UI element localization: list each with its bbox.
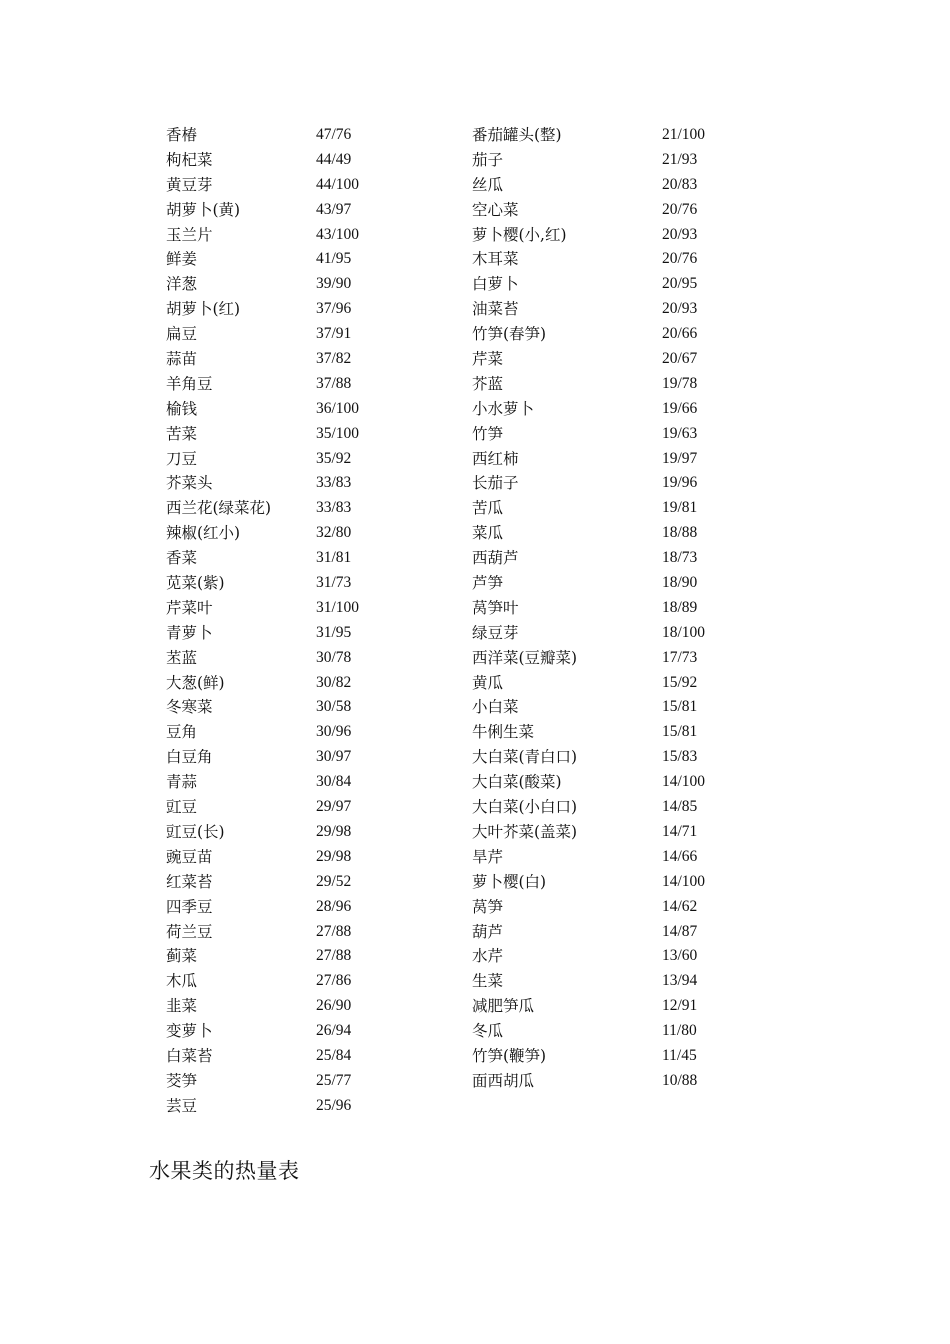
item-name: 枸杞菜: [166, 150, 213, 169]
item-value: 31/95: [316, 623, 352, 641]
item-value: 19/78: [662, 374, 698, 392]
item-name: 大葱(鲜): [166, 673, 225, 692]
item-value: 43/100: [316, 225, 360, 243]
list-item: [472, 397, 772, 422]
item-name: 苦菜: [166, 424, 198, 443]
list-item: [472, 870, 772, 895]
list-item: [472, 646, 772, 671]
item-name: 木耳菜: [472, 250, 519, 269]
item-name: 苋菜(紫): [166, 574, 225, 593]
list-item: [166, 546, 426, 571]
list-item: [472, 621, 772, 646]
item-name: 冬寒菜: [166, 698, 213, 717]
item-value: 44/100: [316, 175, 360, 193]
item-name: 茄子: [472, 150, 504, 169]
list-item: [472, 770, 772, 795]
item-value: 19/81: [662, 499, 698, 517]
item-value: 47/76: [316, 126, 352, 143]
item-name: 豆角: [166, 723, 198, 742]
item-name: 黄豆芽: [166, 175, 213, 194]
item-value: 30/97: [316, 748, 352, 766]
list-item: [472, 322, 772, 347]
item-value: 26/94: [316, 1022, 352, 1040]
item-value: 13/60: [662, 947, 698, 965]
list-item: [472, 969, 772, 994]
list-item: [166, 820, 426, 845]
item-value: 14/71: [662, 822, 698, 840]
item-name: 小白菜: [472, 698, 519, 717]
list-item: [166, 1019, 426, 1044]
item-value: 35/100: [316, 424, 360, 442]
item-value: 33/83: [316, 499, 352, 517]
list-item: [166, 944, 426, 969]
item-name: 豇豆: [166, 798, 198, 817]
list-item: [166, 695, 426, 720]
item-value: 18/90: [662, 574, 698, 592]
item-value: 19/66: [662, 399, 698, 417]
list-item: [166, 596, 426, 621]
list-item: [472, 1019, 772, 1044]
list-item: [166, 422, 426, 447]
list-item: [472, 422, 772, 447]
item-value: 30/58: [316, 698, 352, 716]
list-item: [166, 297, 426, 322]
item-name: 面西胡瓜: [472, 1071, 535, 1090]
item-value: 15/92: [662, 673, 698, 691]
item-name: 油菜苔: [472, 300, 519, 319]
list-item: [472, 596, 772, 621]
item-name: 空心菜: [472, 200, 519, 219]
item-value: 30/84: [316, 773, 352, 791]
item-value: 20/67: [662, 350, 698, 368]
item-name: 茭笋: [166, 1071, 198, 1090]
item-name: 大叶芥菜(盖菜): [472, 822, 578, 841]
list-item: [166, 845, 426, 870]
item-value: 21/100: [662, 126, 706, 143]
item-value: 20/93: [662, 225, 698, 243]
list-item: [472, 571, 772, 596]
item-name: 大白菜(酸菜): [472, 773, 562, 792]
item-value: 15/81: [662, 723, 698, 741]
item-value: 37/91: [316, 325, 352, 343]
item-value: 14/100: [662, 773, 706, 791]
list-item: [166, 745, 426, 770]
item-name: 白萝卜: [472, 275, 519, 294]
item-value: 27/86: [316, 972, 352, 990]
item-value: 26/90: [316, 997, 352, 1015]
item-name: 黄瓜: [472, 673, 504, 692]
list-item: [166, 646, 426, 671]
item-name: 莴笋叶: [472, 598, 519, 617]
list-item: [472, 845, 772, 870]
item-name: 白菜苔: [166, 1046, 213, 1065]
item-name: 芦笋: [472, 574, 504, 593]
list-item: [166, 671, 426, 696]
item-value: 29/98: [316, 847, 352, 865]
list-item: [166, 969, 426, 994]
item-name: 苦瓜: [472, 499, 504, 518]
item-value: 39/90: [316, 275, 352, 293]
item-name: 番茄罐头(整): [472, 126, 562, 144]
item-name: 羊角豆: [166, 374, 213, 393]
item-name: 小水萝卜: [472, 399, 535, 418]
item-value: 15/81: [662, 698, 698, 716]
item-value: 30/96: [316, 723, 352, 741]
item-value: 17/73: [662, 648, 698, 666]
item-value: 29/52: [316, 872, 352, 890]
list-item: [472, 198, 772, 223]
item-value: 13/94: [662, 972, 698, 990]
item-value: 18/89: [662, 598, 698, 616]
vegetable-list-left: [166, 123, 426, 1119]
list-item: [166, 1094, 426, 1119]
item-value: 10/88: [662, 1071, 698, 1089]
item-value: 14/66: [662, 847, 698, 865]
list-item: [472, 372, 772, 397]
item-name: 苤蓝: [166, 648, 198, 667]
item-name: 辣椒(红小): [166, 524, 241, 543]
item-name: 荷兰豆: [166, 922, 213, 941]
item-value: 12/91: [662, 997, 698, 1015]
list-item: [166, 173, 426, 198]
section-heading: 水果类的热量表: [149, 1159, 300, 1183]
list-item: [166, 571, 426, 596]
item-name: 芥蓝: [472, 374, 504, 393]
item-value: 36/100: [316, 399, 360, 417]
item-value: 37/88: [316, 374, 352, 392]
item-value: 14/62: [662, 897, 698, 915]
list-item: [472, 173, 772, 198]
item-name: 扁豆: [166, 325, 198, 344]
item-name: 青萝卜: [166, 623, 213, 642]
list-item: [166, 720, 426, 745]
item-name: 长茄子: [472, 474, 519, 493]
item-value: 14/85: [662, 798, 698, 816]
list-item: [166, 870, 426, 895]
item-name: 生菜: [472, 972, 504, 991]
list-item: [166, 372, 426, 397]
item-name: 减肥笋瓜: [472, 997, 535, 1016]
item-value: 27/88: [316, 922, 352, 940]
list-item: [166, 272, 426, 297]
item-name: 芹菜叶: [166, 598, 213, 617]
item-value: 18/100: [662, 623, 706, 641]
item-name: 刀豆: [166, 449, 198, 468]
list-item: [166, 770, 426, 795]
item-name: 芥菜头: [166, 474, 213, 493]
item-value: 35/92: [316, 449, 352, 467]
item-name: 鲜姜: [166, 250, 198, 269]
list-item: [472, 895, 772, 920]
item-name: 菜瓜: [472, 524, 504, 543]
item-name: 玉兰片: [166, 225, 213, 244]
item-value: 11/80: [662, 1022, 697, 1040]
list-item: [166, 920, 426, 945]
item-value: 19/97: [662, 449, 698, 467]
list-item: [166, 397, 426, 422]
item-name: 豇豆(长): [166, 822, 225, 841]
item-name: 白豆角: [166, 748, 213, 767]
item-name: 西兰花(绿菜花): [166, 499, 272, 518]
list-item: [166, 994, 426, 1019]
item-name: 萝卜樱(白): [472, 872, 547, 891]
item-value: 20/95: [662, 275, 698, 293]
item-value: 29/98: [316, 822, 352, 840]
list-item: [166, 521, 426, 546]
list-item: [166, 895, 426, 920]
item-name: 木瓜: [166, 972, 198, 991]
list-item: [472, 1069, 772, 1094]
list-item: [166, 496, 426, 521]
item-name: 香菜: [166, 549, 198, 568]
list-item: [472, 546, 772, 571]
item-value: 31/81: [316, 549, 352, 567]
item-value: 18/73: [662, 549, 698, 567]
list-item: [472, 148, 772, 173]
item-name: 芹菜: [472, 350, 504, 369]
item-value: 20/76: [662, 200, 698, 218]
item-name: 绿豆芽: [472, 623, 519, 642]
list-item: [472, 496, 772, 521]
list-item: [472, 347, 772, 372]
item-value: 31/100: [316, 598, 360, 616]
item-name: 红菜苔: [166, 872, 213, 891]
list-item: [472, 447, 772, 472]
item-name: 水芹: [472, 947, 504, 966]
list-item: [166, 223, 426, 248]
item-name: 旱芹: [472, 847, 504, 866]
item-name: 西洋菜(豆瓣菜): [472, 648, 578, 667]
list-item: [472, 745, 772, 770]
item-value: 31/73: [316, 574, 352, 592]
item-value: 28/96: [316, 897, 352, 915]
list-item: [472, 720, 772, 745]
item-name: 竹笋: [472, 424, 504, 443]
item-value: 20/76: [662, 250, 698, 268]
item-value: 33/83: [316, 474, 352, 492]
item-name: 洋葱: [166, 275, 198, 294]
list-item: [166, 1069, 426, 1094]
item-value: 27/88: [316, 947, 352, 965]
item-name: 青蒜: [166, 773, 198, 792]
item-value: 19/96: [662, 474, 698, 492]
item-value: 20/83: [662, 175, 698, 193]
item-value: 20/66: [662, 325, 698, 343]
item-name: 牛俐生菜: [472, 723, 535, 742]
list-item: [472, 920, 772, 945]
item-value: 25/84: [316, 1046, 352, 1064]
list-item: [166, 247, 426, 272]
item-name: 芸豆: [166, 1096, 198, 1115]
list-item: [166, 621, 426, 646]
list-item: [472, 695, 772, 720]
item-name: 西红柿: [472, 449, 519, 468]
item-value: 44/49: [316, 150, 352, 168]
vegetable-list-right: [472, 123, 772, 1094]
item-name: 竹笋(鞭笋): [472, 1046, 547, 1065]
item-value: 21/93: [662, 150, 698, 168]
list-item: [166, 322, 426, 347]
item-name: 丝瓜: [472, 175, 504, 194]
list-item: [472, 795, 772, 820]
list-item: [166, 471, 426, 496]
list-item: [472, 123, 772, 148]
list-item: [472, 471, 772, 496]
list-item: [472, 297, 772, 322]
list-item: [472, 944, 772, 969]
item-value: 43/97: [316, 200, 352, 218]
list-item: [472, 1044, 772, 1069]
list-item: [166, 148, 426, 173]
item-name: 西葫芦: [472, 549, 519, 568]
list-item: [166, 795, 426, 820]
item-name: 大白菜(青白口): [472, 748, 578, 767]
item-value: 25/77: [316, 1071, 352, 1089]
list-item: [472, 223, 772, 248]
list-item: [166, 447, 426, 472]
list-item: [166, 123, 426, 148]
item-name: 葫芦: [472, 922, 504, 941]
item-value: 25/96: [316, 1096, 352, 1114]
item-value: 37/82: [316, 350, 352, 368]
item-value: 14/87: [662, 922, 698, 940]
item-value: 14/100: [662, 872, 706, 890]
list-item: [166, 1044, 426, 1069]
item-name: 变萝卜: [166, 1022, 213, 1041]
item-value: 18/88: [662, 524, 698, 542]
list-item: [472, 521, 772, 546]
item-name: 豌豆苗: [166, 847, 213, 866]
item-name: 蒜苗: [166, 350, 198, 369]
item-value: 41/95: [316, 250, 352, 268]
item-name: 大白菜(小白口): [472, 798, 578, 817]
list-item: [472, 247, 772, 272]
item-name: 冬瓜: [472, 1022, 504, 1041]
item-value: 15/83: [662, 748, 698, 766]
item-value: 30/82: [316, 673, 352, 691]
list-item: [166, 347, 426, 372]
item-name: 韭菜: [166, 997, 198, 1016]
list-item: [472, 272, 772, 297]
list-item: [472, 994, 772, 1019]
item-value: 11/45: [662, 1046, 697, 1064]
list-item: [472, 820, 772, 845]
item-value: 37/96: [316, 300, 352, 318]
item-value: 29/97: [316, 798, 352, 816]
list-item: [166, 198, 426, 223]
item-name: 榆钱: [166, 399, 198, 418]
item-name: 四季豆: [166, 897, 213, 916]
item-name: 竹笋(春笋): [472, 325, 547, 344]
item-name: 蓟菜: [166, 947, 198, 966]
list-item: [472, 671, 772, 696]
item-name: 莴笋: [472, 897, 504, 916]
item-value: 19/63: [662, 424, 698, 442]
item-name: 萝卜樱(小,红): [472, 225, 567, 244]
item-name: 香椿: [166, 126, 198, 144]
item-name: 胡萝卜(红): [166, 300, 241, 319]
item-value: 20/93: [662, 300, 698, 318]
item-value: 32/80: [316, 524, 352, 542]
item-value: 30/78: [316, 648, 352, 666]
item-name: 胡萝卜(黄): [166, 200, 241, 219]
